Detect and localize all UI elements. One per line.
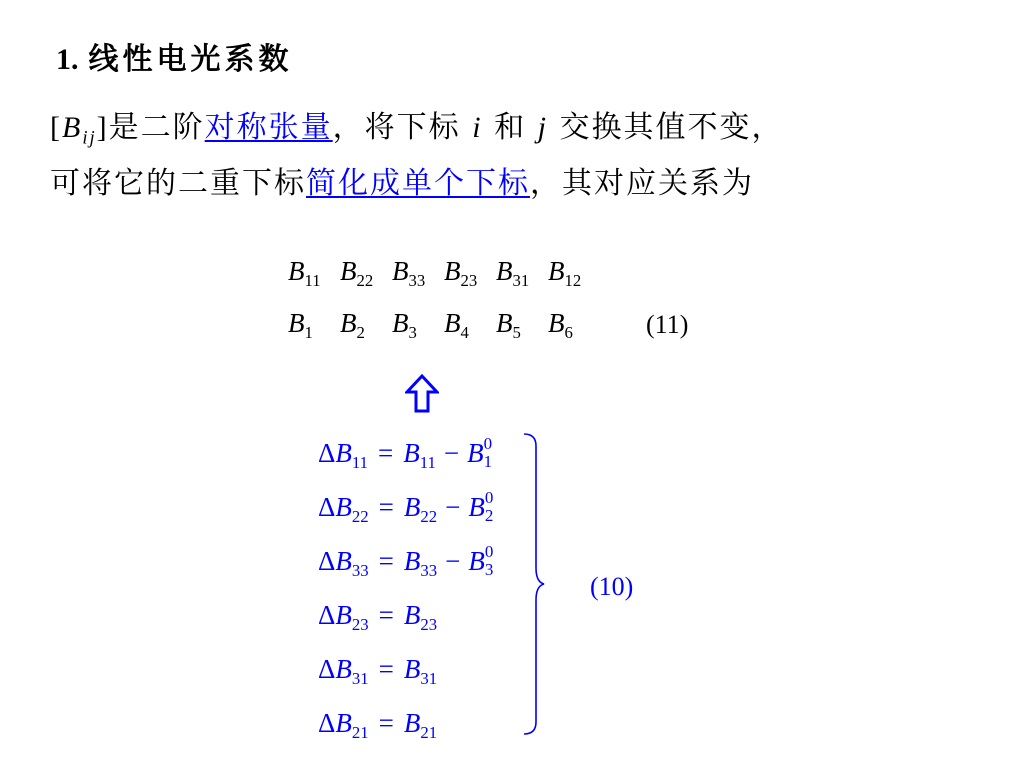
right-brace: [522, 432, 546, 740]
equation-label-10: (10): [590, 572, 634, 601]
strain-equations: [318, 433, 499, 762]
equation-row: [318, 600, 499, 654]
lhs-subscript: 11: [351, 452, 368, 472]
equation-label-11: (11): [646, 310, 689, 339]
delta-symbol: Δ: [318, 438, 336, 468]
superscript-zero: 0: [483, 433, 493, 453]
paragraph-2: [50, 158, 754, 202]
lhs-subscript: 33: [351, 560, 369, 580]
single-index: 5: [512, 322, 521, 342]
mapping-term: [288, 308, 340, 342]
sup-sub-script: [484, 541, 499, 579]
double-index: 33: [408, 270, 426, 290]
bracket-close: ]: [96, 111, 109, 144]
rhs-subscript: 22: [420, 506, 438, 526]
delta-symbol: Δ: [318, 708, 336, 738]
single-index: 4: [460, 322, 469, 342]
double-index: 23: [460, 270, 478, 290]
mapping-term: [548, 308, 600, 342]
index-j: j: [537, 111, 548, 144]
equation-row: [318, 654, 499, 708]
double-index-row: [288, 256, 600, 290]
single-index-row: [288, 308, 600, 342]
b-symbol: B: [335, 654, 352, 684]
sup-sub-script: [484, 487, 499, 525]
b-symbol: B: [444, 308, 461, 338]
para1-text-b: ，将下标: [332, 110, 461, 145]
b-symbol: B: [392, 256, 409, 286]
para2-text-b: ，其对应关系为: [530, 166, 754, 201]
equals-sign: =: [378, 654, 394, 684]
b-symbol: B: [403, 492, 421, 522]
b-symbol: B: [467, 438, 484, 468]
tensor-symbol: B: [62, 111, 83, 144]
delta-symbol: Δ: [318, 546, 336, 576]
heading-title: 线性电光系数: [88, 42, 293, 77]
paragraph-1: [50, 102, 784, 149]
b-symbol: B: [403, 654, 421, 684]
b-symbol: B: [468, 492, 485, 522]
mapping-term: [548, 256, 600, 290]
b-symbol: B: [403, 708, 421, 738]
rhs-subscript: 31: [420, 668, 438, 688]
minus-sign: −: [445, 492, 461, 522]
lhs-subscript: 22: [351, 506, 369, 526]
b-symbol: B: [340, 256, 357, 286]
b-symbol: B: [288, 308, 305, 338]
b-symbol: B: [335, 708, 352, 738]
b-symbol: B: [468, 546, 485, 576]
equation-row: [318, 433, 499, 492]
double-index: 22: [356, 270, 374, 290]
mapping-term: [288, 256, 340, 290]
equation-row: [318, 708, 499, 762]
b-symbol: B: [548, 308, 565, 338]
reference-subscript: 2: [484, 505, 494, 525]
b-symbol: B: [335, 438, 352, 468]
single-index: 1: [304, 322, 313, 342]
para1-text-a: 是二阶: [108, 110, 205, 145]
lhs-subscript: 31: [351, 668, 369, 688]
b-symbol: B: [392, 308, 409, 338]
b-symbol: B: [403, 546, 421, 576]
symmetric-tensor-link[interactable]: 对称张量: [204, 110, 333, 145]
lhs-subscript: 23: [351, 614, 369, 634]
b-symbol: B: [340, 308, 357, 338]
rhs-subscript: 33: [420, 560, 438, 580]
b-symbol: B: [496, 308, 513, 338]
minus-sign: −: [445, 546, 461, 576]
mapping-term: [340, 256, 392, 290]
mapping-term: [444, 256, 496, 290]
delta-symbol: Δ: [318, 600, 336, 630]
rhs-subscript: 23: [420, 614, 438, 634]
bracket-open: [: [50, 111, 62, 144]
b-symbol: B: [403, 438, 420, 468]
para1-text-c: 交换其值不变，: [559, 110, 784, 145]
equals-sign: =: [378, 546, 394, 576]
sup-sub-script: [483, 433, 498, 471]
simplify-index-link[interactable]: 简化成单个下标: [306, 166, 530, 201]
b-symbol: B: [335, 600, 352, 630]
and-word: 和: [494, 110, 527, 145]
up-arrow-outline-icon: [405, 374, 439, 418]
delta-symbol: Δ: [318, 654, 336, 684]
lhs-subscript: 21: [351, 722, 369, 742]
reference-subscript: 3: [484, 559, 494, 579]
mapping-term: [392, 308, 444, 342]
minus-sign: −: [443, 438, 460, 468]
index-i: i: [472, 111, 483, 144]
equals-sign: =: [378, 492, 394, 522]
equals-sign: =: [378, 438, 394, 468]
b-symbol: B: [335, 546, 352, 576]
rhs-subscript: 11: [419, 452, 436, 472]
mapping-term: [340, 308, 392, 342]
mapping-term: [496, 308, 548, 342]
b-symbol: B: [548, 256, 565, 286]
para2-text-a: 可将它的二重下标: [50, 166, 306, 201]
delta-symbol: Δ: [318, 492, 336, 522]
b-symbol: B: [335, 492, 352, 522]
single-index: 3: [408, 322, 417, 342]
mapping-term: [392, 256, 444, 290]
equation-row: [318, 541, 499, 600]
single-index: 2: [356, 322, 365, 342]
b-symbol: B: [444, 256, 461, 286]
b-symbol: B: [288, 256, 305, 286]
tensor-subscript: ij: [82, 127, 97, 149]
reference-subscript: 1: [483, 451, 493, 471]
section-heading: [56, 34, 293, 78]
superscript-zero: 0: [484, 541, 494, 561]
b-symbol: B: [496, 256, 513, 286]
mapping-term: [444, 308, 496, 342]
double-index: 31: [512, 270, 530, 290]
rhs-subscript: 21: [420, 722, 438, 742]
b-symbol: B: [403, 600, 421, 630]
equals-sign: =: [378, 708, 394, 738]
double-index: 11: [304, 270, 321, 290]
equals-sign: =: [378, 600, 394, 630]
heading-number: 1.: [56, 43, 79, 76]
single-index: 6: [564, 322, 573, 342]
mapping-term: [496, 256, 548, 290]
superscript-zero: 0: [484, 487, 494, 507]
double-index: 12: [564, 270, 582, 290]
equation-row: [318, 487, 499, 546]
